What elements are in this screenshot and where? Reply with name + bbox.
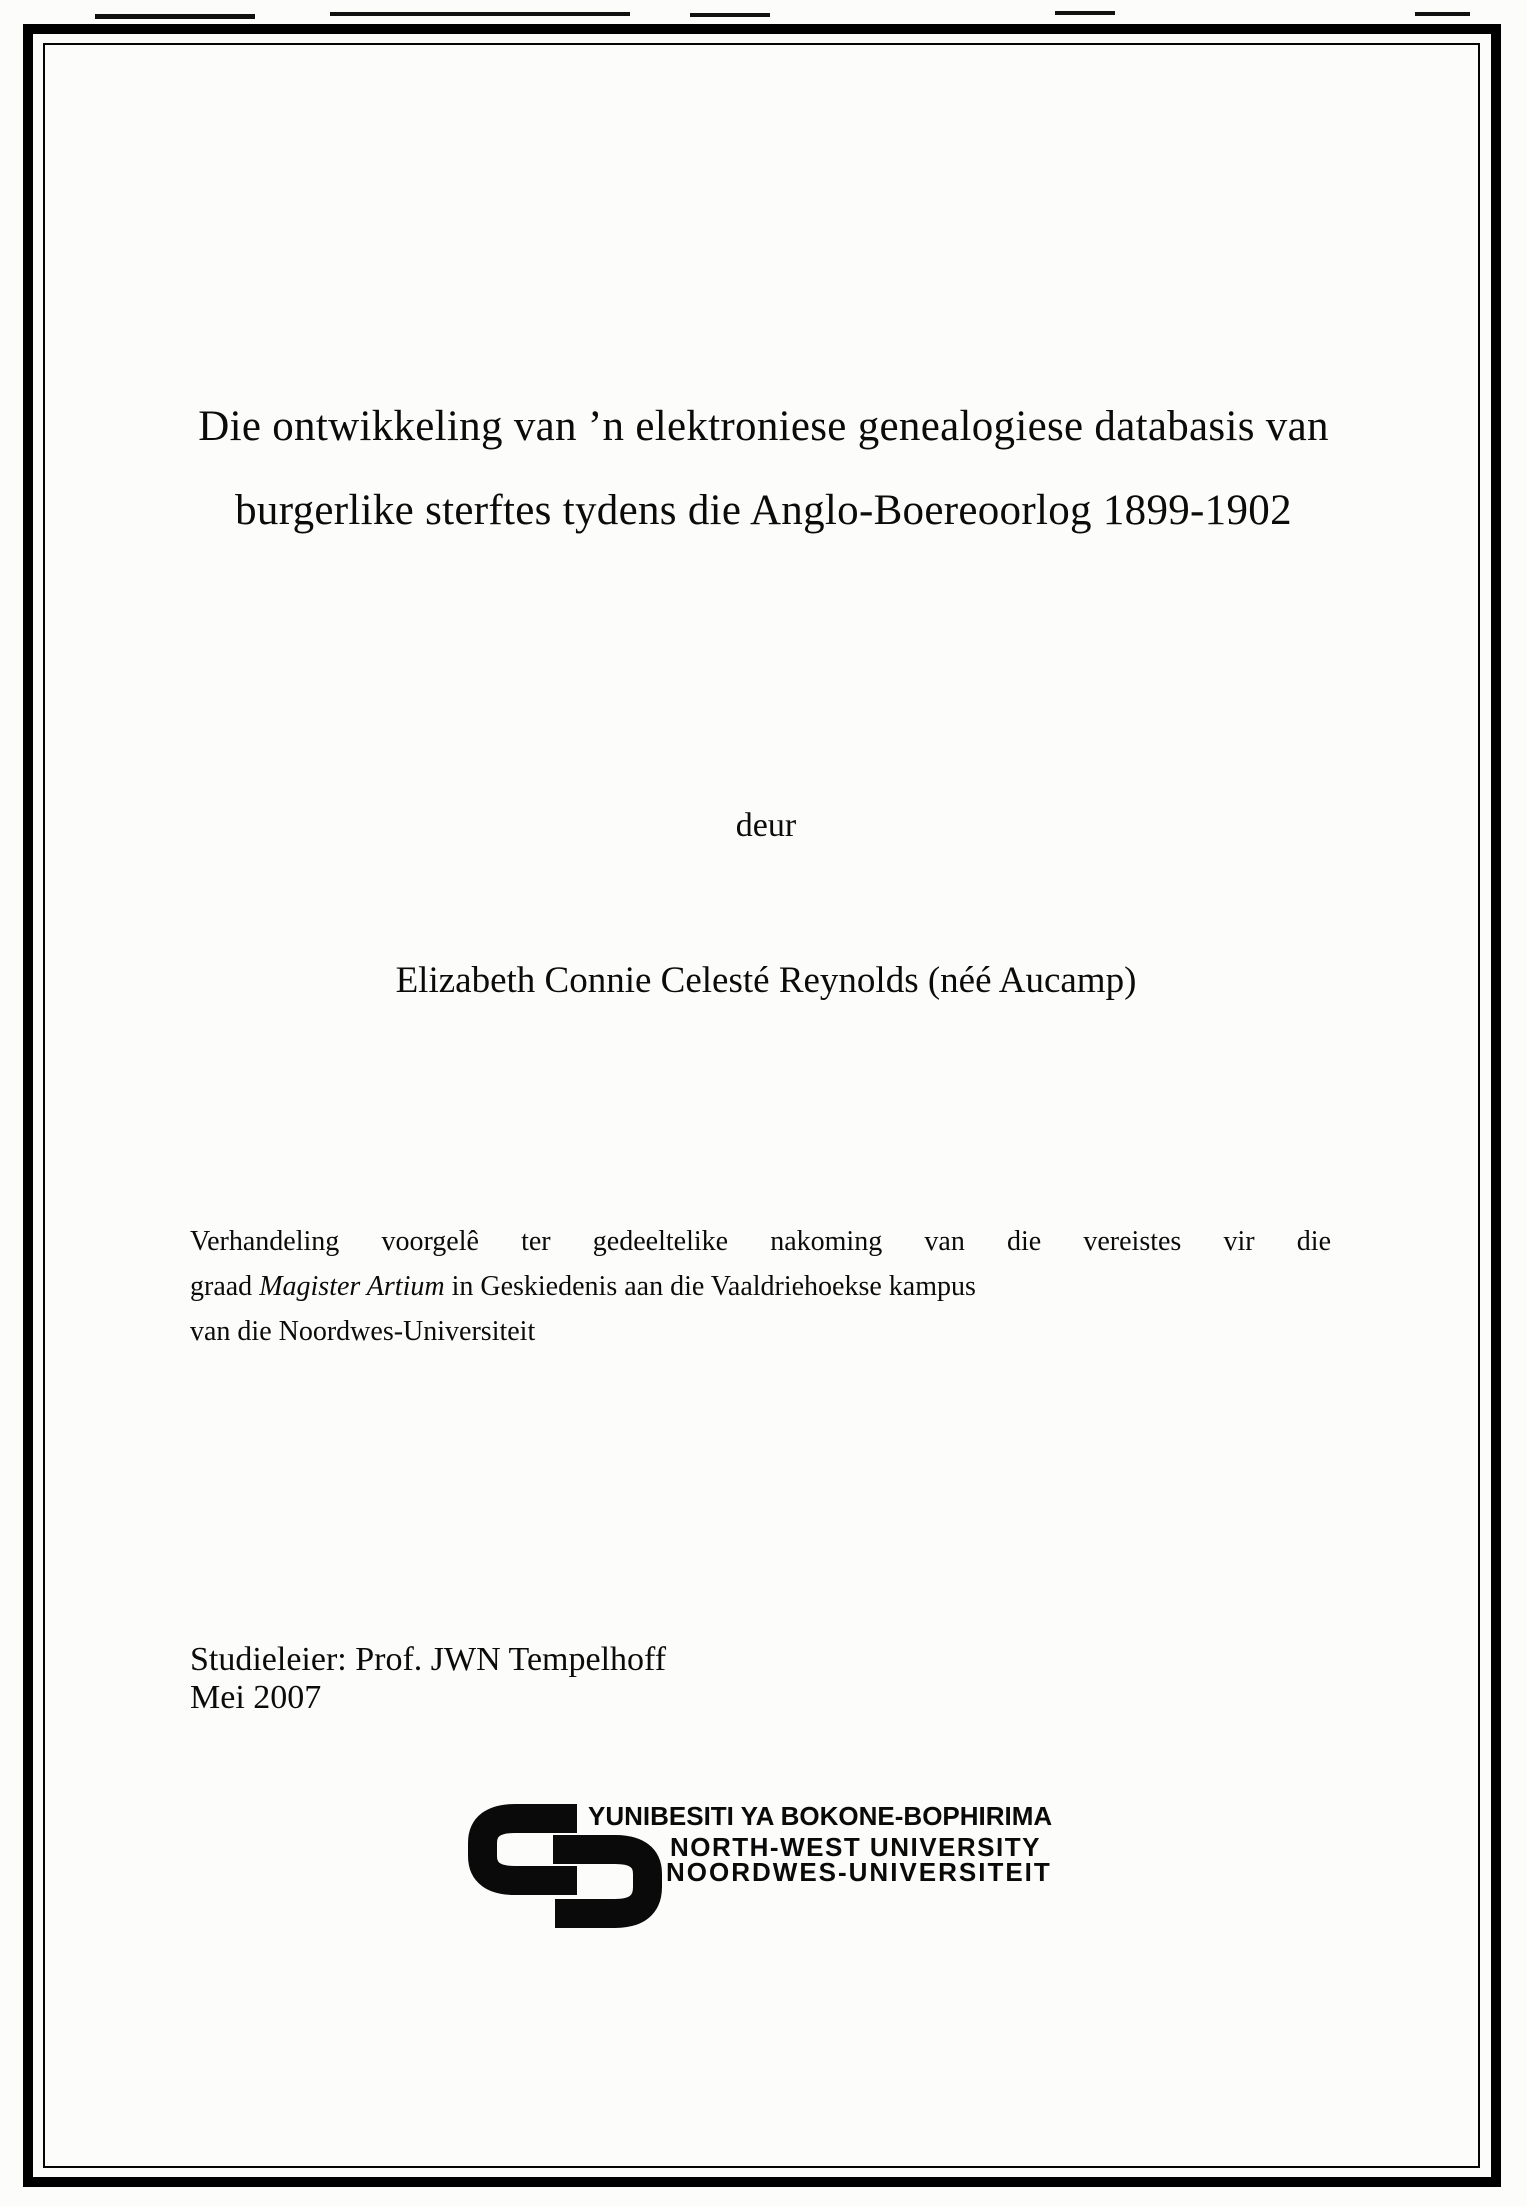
- thesis-title-line-2: burgerlike sterftes tydens die Anglo-Boereoorlog 1899-1902: [235, 487, 1292, 534]
- submission-line-2: [190, 1264, 1331, 1309]
- date-line: Mei 2007: [190, 1679, 322, 1716]
- scan-artifact: [690, 13, 770, 17]
- university-logo: [467, 1798, 1087, 1938]
- scan-artifact: [1055, 11, 1115, 15]
- submission-line-1: Verhandeling voorgelê ter gedeeltelike nakoming van die vereistes vir die: [190, 1226, 1331, 1257]
- submission-line-2-prefix: graad: [190, 1271, 260, 1302]
- supervisor-block: [190, 1641, 1090, 1717]
- submission-line-2-suffix: in Geskiedenis aan die Vaaldriehoekse kampus: [444, 1271, 976, 1302]
- logo-text-setswana: YUNIBESITI YA BOKONE-BOPHIRIMA: [588, 1801, 1053, 1831]
- logo-text-english: NORTH-WEST UNIVERSITY: [670, 1832, 1041, 1862]
- thesis-title: [186, 385, 1341, 553]
- logo-text-afrikaans: NOORDWES-UNIVERSITEIT: [666, 1857, 1052, 1887]
- thesis-title-line-1: Die ontwikkeling van ’n elektroniese genealogiese databasis van: [198, 403, 1329, 450]
- scan-artifact: [1415, 12, 1470, 16]
- scan-artifact: [330, 12, 630, 16]
- scan-artifact: [95, 14, 255, 19]
- byline-deur: deur: [735, 807, 797, 844]
- submission-statement: [190, 1219, 1331, 1354]
- author-name: Elizabeth Connie Celesté Reynolds (néé Aucamp): [395, 960, 1137, 1001]
- degree-name-italic: Magister Artium: [259, 1271, 445, 1302]
- submission-line-3: van die Noordwes-Universiteit: [190, 1316, 536, 1347]
- supervisor-line: Studieleier: Prof. JWN Tempelhoff: [190, 1641, 667, 1678]
